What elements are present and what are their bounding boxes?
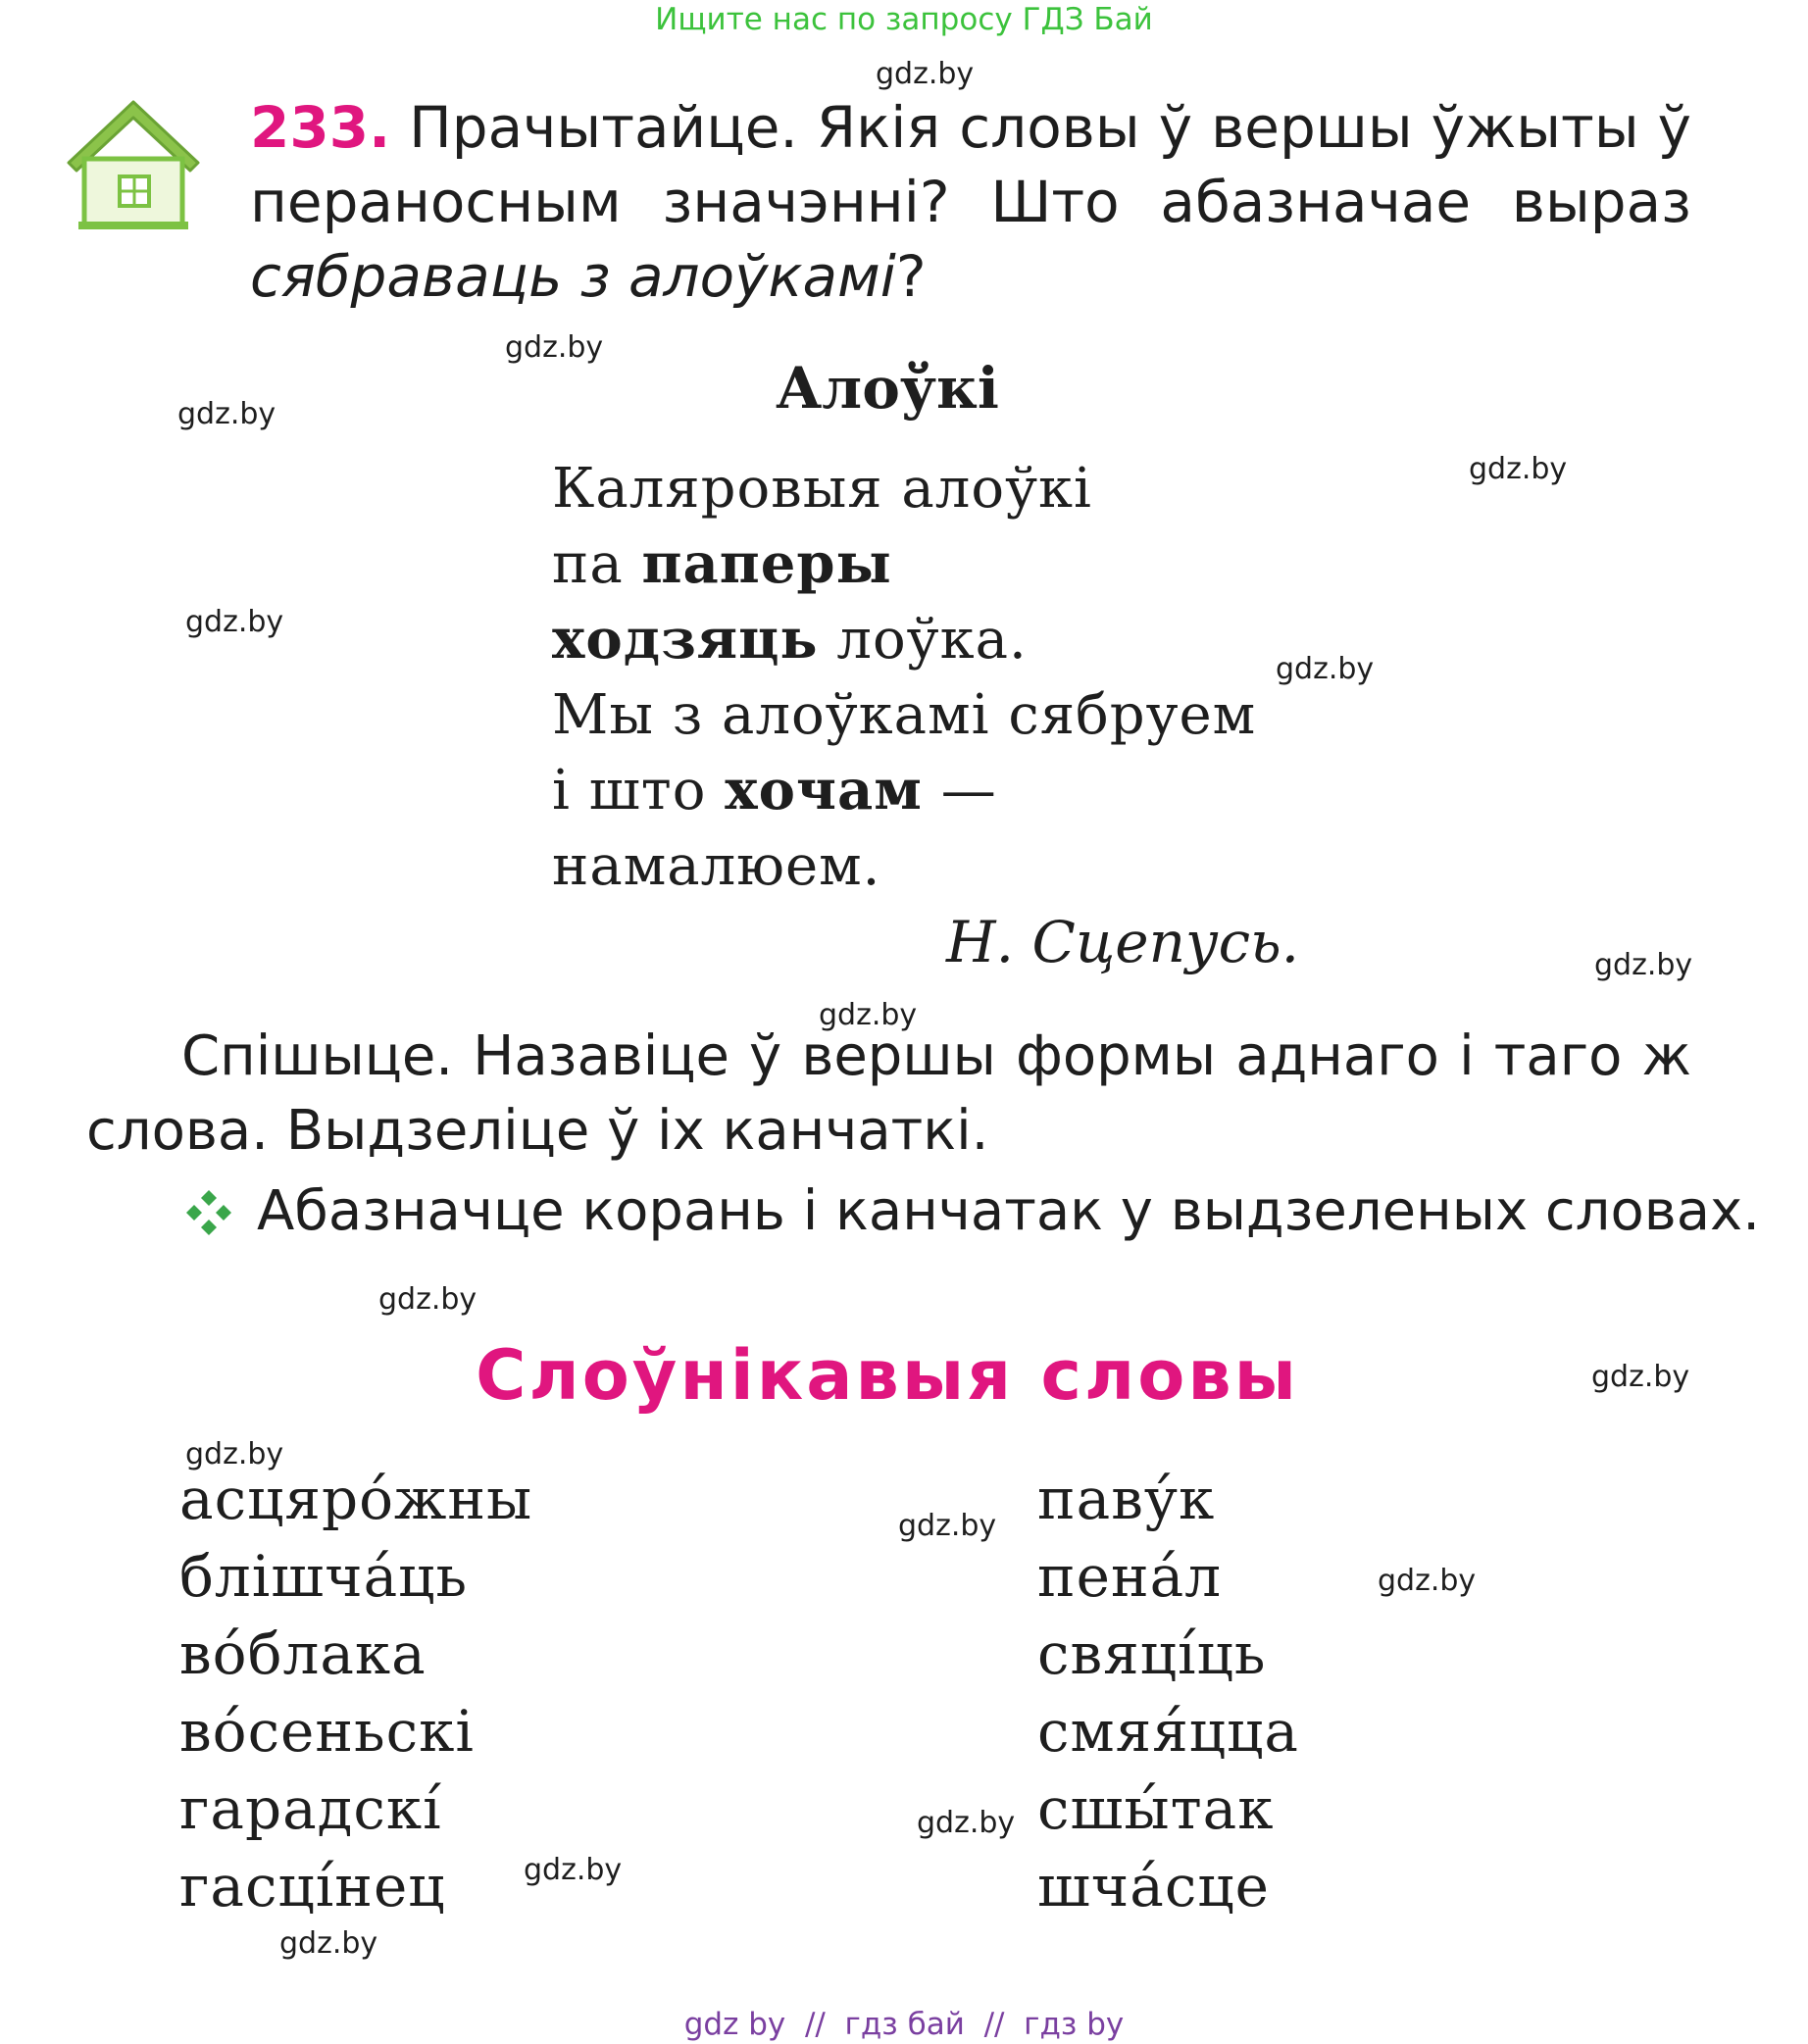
vocabulary-word: блішча́ць: [179, 1543, 469, 1610]
poem-line-5: [552, 753, 1256, 828]
vocabulary-word: свяцíць: [1037, 1620, 1267, 1687]
vocabulary-left-column: [179, 1461, 532, 1925]
poem-line-2: [552, 526, 1256, 602]
poem-text: па: [552, 532, 642, 596]
poem-bold-word: паперы: [641, 531, 892, 596]
poem-title: Алоўкі: [776, 355, 999, 422]
four-diamonds-icon: [184, 1188, 233, 1237]
poem-text: —: [922, 759, 997, 823]
watermark: gdz.by: [917, 1806, 1016, 1840]
watermark: gdz.by: [876, 57, 975, 91]
watermark: gdz.by: [177, 397, 276, 431]
exercise-number: 233.: [250, 94, 391, 161]
exercise-end: ?: [895, 243, 927, 310]
subtask-text: Абазначце корань і канчатак у выдзеленых словах.: [257, 1179, 1760, 1243]
watermark: gdz.by: [1276, 652, 1375, 686]
poem-bold-word: ходзяць: [552, 607, 819, 672]
exercise-phrase: сябраваць з алоўкамі: [250, 243, 896, 310]
watermark: gdz.by: [1591, 1360, 1690, 1394]
watermark: gdz.by: [1594, 948, 1693, 982]
vocabulary-word: асцяро́жны: [179, 1466, 533, 1532]
watermark: gdz.by: [279, 1926, 378, 1961]
watermark: gdz.by: [1378, 1564, 1477, 1598]
poem-bold-word: хочам: [725, 758, 923, 823]
vocabulary-right-column: [1037, 1461, 1299, 1925]
poem-line-4: Мы з алоўкамі сябруем: [552, 683, 1257, 747]
watermark: gdz.by: [524, 1853, 623, 1887]
watermark: gdz.by: [378, 1282, 477, 1317]
watermark: gdz.by: [819, 998, 918, 1032]
vocabulary-word: шча́сце: [1037, 1853, 1270, 1919]
vocabulary-word: смяя́цца: [1037, 1698, 1299, 1765]
home-task-icon: [65, 98, 202, 231]
poem-text: лоўка.: [818, 608, 1028, 672]
vocabulary-word: во́сеньскі: [179, 1698, 475, 1765]
watermark: gdz.by: [185, 1437, 284, 1471]
vocabulary-word: паву́к: [1037, 1466, 1216, 1532]
watermark: gdz.by: [1469, 452, 1568, 486]
exercise-question: Прачытайце. Якія словы ў вершы ўжыты ў пераносным значэнні? Што абазначае выраз: [250, 94, 1691, 235]
poem-author: Н. Сцепусь.: [946, 909, 1300, 975]
watermark: gdz.by: [185, 605, 284, 639]
vocabulary-word: во́блака: [179, 1620, 427, 1687]
poem: [552, 451, 1256, 904]
poem-line-3: [552, 602, 1256, 677]
top-banner: Ищите нас по запросу ГДЗ Бай: [655, 2, 1153, 37]
watermark: gdz.by: [898, 1509, 997, 1543]
poem-line-6: намалюем.: [552, 834, 881, 898]
poem-text: і што: [552, 759, 726, 823]
task-text: Спішыце. Назавіце ў вершы формы аднаго і таго ж слова. Выдзеліце ў іх канчаткі.: [86, 1024, 1691, 1163]
footer-links: gdz by // гдз бай // гдз by: [683, 2007, 1125, 2042]
vocabulary-word: сшы́так: [1037, 1775, 1275, 1842]
vocabulary-word: гасцíнец: [179, 1853, 446, 1919]
vocabulary-title: Слоўнікавыя словы: [476, 1335, 1299, 1416]
watermark: gdz.by: [505, 330, 604, 365]
vocabulary-word: пена́л: [1037, 1543, 1223, 1610]
poem-line-1: Каляровыя алоўкі: [552, 457, 1092, 521]
vocabulary-word: гарадскí: [179, 1775, 442, 1842]
exercise-text: [250, 90, 1691, 314]
